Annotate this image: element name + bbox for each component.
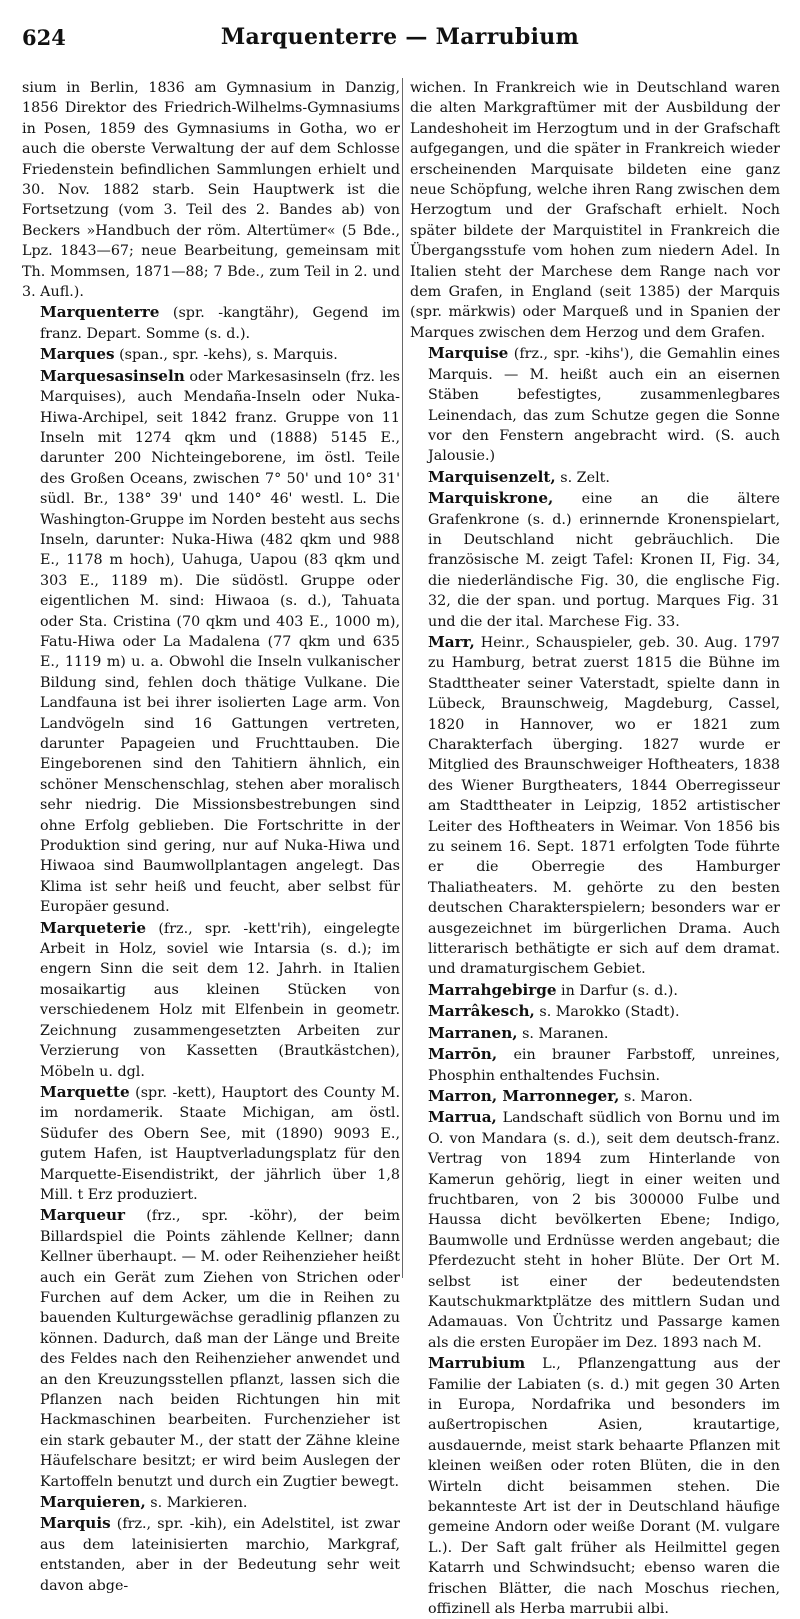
dictionary-entry bbox=[410, 632, 780, 980]
entry-text: ein brauner Farbstoff, unreines, Phosphin enthaltendes Fuchsin. bbox=[428, 1047, 780, 1084]
entry-text: L., Pflanzengattung aus der Familie der Labiaten (s. d.) mit gegen 30 Arten in Europa, Nordafrika und besonders im außertropischen Asien, krautartige, ausdauernde, meist stark behaarte Pflanzen mit kleinen weißen oder roten Blüten, die in den Wirteln dicht beisammen stehen. Die bekannteste Art ist der in Deutschland häufige gemeine Andorn oder weiße Dorant (M. vulgare L.). Der Saft galt früher als Heilmittel gegen Katarrh und Schwindsucht; ebenso waren die frischen Blätter, die nach Moschus riechen, offizinell als Herba marrubii albi. bbox=[428, 1356, 780, 1618]
dictionary-entry bbox=[22, 78, 400, 302]
entry-headword: Marrubium bbox=[428, 1354, 526, 1373]
dictionary-entry bbox=[22, 1513, 400, 1596]
entry-headword: Marquenterre bbox=[40, 303, 160, 322]
dictionary-entry bbox=[410, 1107, 780, 1353]
entry-headword: Marquise bbox=[428, 344, 509, 363]
entry-text: (spr. -kangtähr), Gegend im franz. Depart. Somme (s. d.). bbox=[40, 305, 401, 342]
dictionary-entry bbox=[410, 78, 780, 343]
entry-headword: Marquisenzelt, bbox=[428, 467, 556, 486]
running-title: Marquenterre — Marrubium bbox=[220, 24, 580, 50]
entry-headword: Marquis bbox=[40, 1514, 111, 1533]
column-divider bbox=[402, 78, 403, 1278]
dictionary-entry bbox=[22, 302, 400, 344]
entry-text: oder Markesasinseln (frz. les Marquises), auch Mendaña-Inseln oder Nuka-Hiwa-Archipel, seit 1842 franz. Gruppe von 11 Inseln mit 1274 qkm und (1888) 5145 E., darunter 200 Nichteingeborene, im östl. Teile des Großen Oceans, zwischen 7° 50' und 10° 31' südl. Br., 138° 39' und 140° 46' westl. L. Die Washington-Gruppe im Norden besteht aus sechs Inseln, darunter: Nuka-Hiwa (482 qkm und 988 E., 1178 m hoch), Uahuga, Uapou (83 qkm und 303 E., 1189 m). Die südöstl. Gruppe oder eigentlichen M. sind: Hiwaoa (s. d.), Tahuata oder Sta. Cristina (70 qkm und 403 E., 1000 m), Fatu-Hiwa oder La Madalena (77 qkm und 635 E., 1119 m) u. a. Obwohl die Inseln vulkanischer Bildung sind, fehlen doch thätige Vulkane. Die Landfauna ist bei ihrer isolierten Lage arm. Von Landvögeln sind 16 Gattungen vertreten, darunter Papageien und Fruchttauben. Die Eingeborenen sind den Tahitiern ähnlich, ein schöner Menschenschlag, stehen aber moralisch sehr niedrig. Die Missionsbestrebungen sind ohne Erfolg geblieben. Die Fortschritte in der Produktion sind gering, nur auf Nuka-Hiwa und Hiwaoa sind Baumwollplantagen angelegt. Das Klima ist sehr heiß und feucht, aber selbst für Europäer gesund. bbox=[40, 368, 400, 916]
page-header bbox=[22, 22, 778, 56]
entry-text: wichen. In Frankreich wie in Deutschland waren die alten Markgraftümer mit der Ausbildung der Landeshoheit im Herzogtum und in der Grafschaft aufgegangen, und die später in Frankreich wieder erscheinenden Marquisate bildeten eine ganz neue Schöpfung, welche ihren Rang zwischen dem Herzogtum und der Grafschaft erhielt. Noch später bildete der Marquistitel in Frankreich die Übergangsstufe vom hohen zum niedern Adel. In Italien steht der Marchese dem Range nach vor dem Grafen, in England (seit 1385) der Marquis (spr. märkwis) oder Marqueß und in Spanien der Marques zwischen dem Herzog und dem Grafen. bbox=[410, 80, 780, 341]
dictionary-entry bbox=[22, 344, 400, 365]
right-column bbox=[410, 78, 781, 1618]
dictionary-entry bbox=[410, 343, 780, 466]
entry-text: (frz., spr. -köhr), der beim Billardspiel die Points zählende Kellner; dann Kellner überhaupt. — M. oder Reihenzieher heißt auch ein Gerät zum Ziehen von Strichen oder Furchen auf dem Acker, um die in Reihen zu bauenden Kulturgewächse geradlinig pflanzen zu können. Dadurch, daß man der Länge und Breite des Feldes nach den Reihenzieher anwendet und an den Kreuzungsstellen pflanzt, lassen sich die Pflanzen nach beiden Richtungen hin mit Hackmaschinen bearbeiten. Furchenzieher ist ein stark gebauter M., der statt der Zähne kleine Häufelschare besitzt; er wird beim Auslegen der Kartoffeln benutzt und durch ein Zugtier bewegt. bbox=[40, 1208, 400, 1490]
left-column bbox=[22, 78, 401, 1594]
entry-headword: Marquiskrone, bbox=[428, 489, 554, 508]
entry-text: (span., spr. -kehs), s. Marquis. bbox=[119, 347, 338, 364]
entry-text: Landschaft südlich von Bornu und im O. von Mandara (s. d.), seit dem deutsch-franz. Vertrag von 1894 zum Hinterlande von Kamerun gehörig, liegt in einer weiten und fruchtbaren, von 2 bis 300000 Fulbe und Haussa dicht bevölkerten Ebene; Indigo, Baumwolle und Erdnüsse werden angebaut; die Pferdezucht steht in hoher Blüte. Der Ort M. selbst ist einer der bedeutendsten Kautschukmarktplätze des mittlern Sudan und Adamauas. Von Üchtritz und Passarge kamen als die ersten Europäer im Dez. 1893 nach M. bbox=[428, 1110, 780, 1351]
dictionary-entry bbox=[410, 467, 780, 488]
dictionary-entry bbox=[22, 1082, 400, 1205]
entry-headword: Marquieren, bbox=[40, 1493, 146, 1512]
dictionary-entry bbox=[410, 488, 780, 632]
entry-text: s. Marokko (Stadt). bbox=[539, 1004, 680, 1021]
dictionary-entry bbox=[410, 1023, 780, 1044]
entry-headword: Marquette bbox=[40, 1082, 130, 1101]
dictionary-entry bbox=[22, 918, 400, 1082]
entry-headword: Marrahgebirge bbox=[428, 980, 557, 999]
entry-text: s. Markieren. bbox=[150, 1495, 248, 1512]
entry-headword: Marr, bbox=[428, 632, 475, 651]
dictionary-entry bbox=[22, 1492, 400, 1513]
entry-text: eine an die ältere Grafenkrone (s. d.) erinnernde Kronenspielart, in Deutschland nicht gebräuchlich. Die französische M. zeigt Tafel: Kronen II, Fig. 34, die niederländische Fig. 30, die englische Fig. 32, die der span. und portug. Marques Fig. 31 und die der ital. Marchese Fig. 33. bbox=[428, 491, 780, 630]
dictionary-entry bbox=[410, 1086, 780, 1107]
entry-text: Heinr., Schauspieler, geb. 30. Aug. 1797 zu Hamburg, betrat zuerst 1815 die Bühne im Stadttheater seiner Vaterstadt, spielte dann in Lübeck, Braunschweig, Magdeburg, Cassel, 1820 in Hannover, wo er 1821 zum Charakterfach überging. 1827 wurde er Mitglied des Braunschweiger Hoftheaters, 1838 des Wiener Burgtheaters, 1844 Oberregisseur am Stadttheater in Leipzig, 1852 artistischer Leiter des Hoftheaters in Weimar. Von 1856 bis zu seinem 16. Sept. 1871 erfolgten Tode führte er die Oberregie des Hamburger Thaliatheaters. M. gehörte zu den besten deutschen Charakterspielern; besonders war er ausgezeichnet im bürgerlichen Drama. Auch litterarisch bethätigte er sich auf dem dramat. und dramaturgischem Gebiet. bbox=[428, 634, 780, 978]
entry-headword: Marquesasinseln bbox=[40, 366, 185, 385]
entry-text: s. Zelt. bbox=[560, 469, 610, 486]
entry-headword: Marques bbox=[40, 345, 115, 364]
entry-headword: Marrua, bbox=[428, 1108, 497, 1127]
entry-headword: Marrâkesch, bbox=[428, 1002, 535, 1021]
dictionary-entry bbox=[22, 1205, 400, 1492]
dictionary-entry bbox=[410, 980, 780, 1001]
entry-text: sium in Berlin, 1836 am Gymnasium in Danzig, 1856 Direktor des Friedrich-Wilhelms-Gymnasiums in Posen, 1859 des Gymnasiums in Gotha, wo er auch die oberste Verwaltung der auf dem Schlosse Friedenstein befindlichen Sammlungen erhielt und 30. Nov. 1882 starb. Sein Hauptwerk ist die Fortsetzung (vom 3. Teil des 2. Bandes ab) von Beckers »Handbuch der röm. Altertümer« (5 Bde., Lpz. 1843—67; neue Bearbeitung, gemeinsam mit Th. Mommsen, 1871—88; 7 Bde., zum Teil in 2. und 3. Aufl.). bbox=[22, 80, 400, 301]
entry-headword: Marranen, bbox=[428, 1023, 518, 1042]
entry-text: (frz., spr. -kihs'), die Gemahlin eines Marquis. — M. heißt auch ein an eisernen Stäben befestigtes, zusammenlegbares Leinendach, das zum Schutze gegen die Sonne vor den Fenstern angebracht wird. (S. auch Jalousie.) bbox=[428, 346, 781, 465]
dictionary-entry bbox=[410, 1353, 780, 1619]
entry-text: s. Maron. bbox=[623, 1088, 693, 1105]
dictionary-entry bbox=[410, 1044, 780, 1086]
entry-text: (spr. -kett), Hauptort des County M. im nordamerik. Staate Michigan, am östl. Südufer des Obern See, mit (1890) 9093 E., gutem Hafen, ist Hauptverladungsplatz für den Marquette-Eisendistrikt, der jährlich über 1,8 Mill. t Erz produziert. bbox=[40, 1084, 400, 1203]
entry-headword: Marqueterie bbox=[40, 918, 147, 937]
entry-text: in Darfur (s. d.). bbox=[561, 982, 678, 999]
dictionary-entry bbox=[410, 1001, 780, 1022]
entry-text: (frz., spr. -kih), ein Adelstitel, ist zwar aus dem lateinisierten marchio, Markgraf, entstanden, aber in der Bedeutung sehr weit davon abge- bbox=[40, 1516, 400, 1594]
entry-headword: Marron, Marronneger, bbox=[428, 1086, 620, 1105]
page-number: 624 bbox=[22, 25, 66, 50]
entry-text: (frz., spr. -kett'rih), eingelegte Arbeit in Holz, soviel wie Intarsia (s. d.); im engern Sinn die seit dem 12. Jahrh. in Italien mosaikartig aus kleinen Stücken von verschiedenem Holz mit Elfenbein in geometr. Zeichnung zusammengesetzten Arbeiten zur Verzierung von Kassetten (Brautkästchen), Möbeln u. dgl. bbox=[40, 920, 400, 1080]
entry-headword: Marqueur bbox=[40, 1206, 126, 1225]
dictionary-entry bbox=[22, 366, 400, 918]
entry-text: s. Maranen. bbox=[522, 1025, 609, 1042]
entry-headword: Marrōn, bbox=[428, 1045, 498, 1064]
